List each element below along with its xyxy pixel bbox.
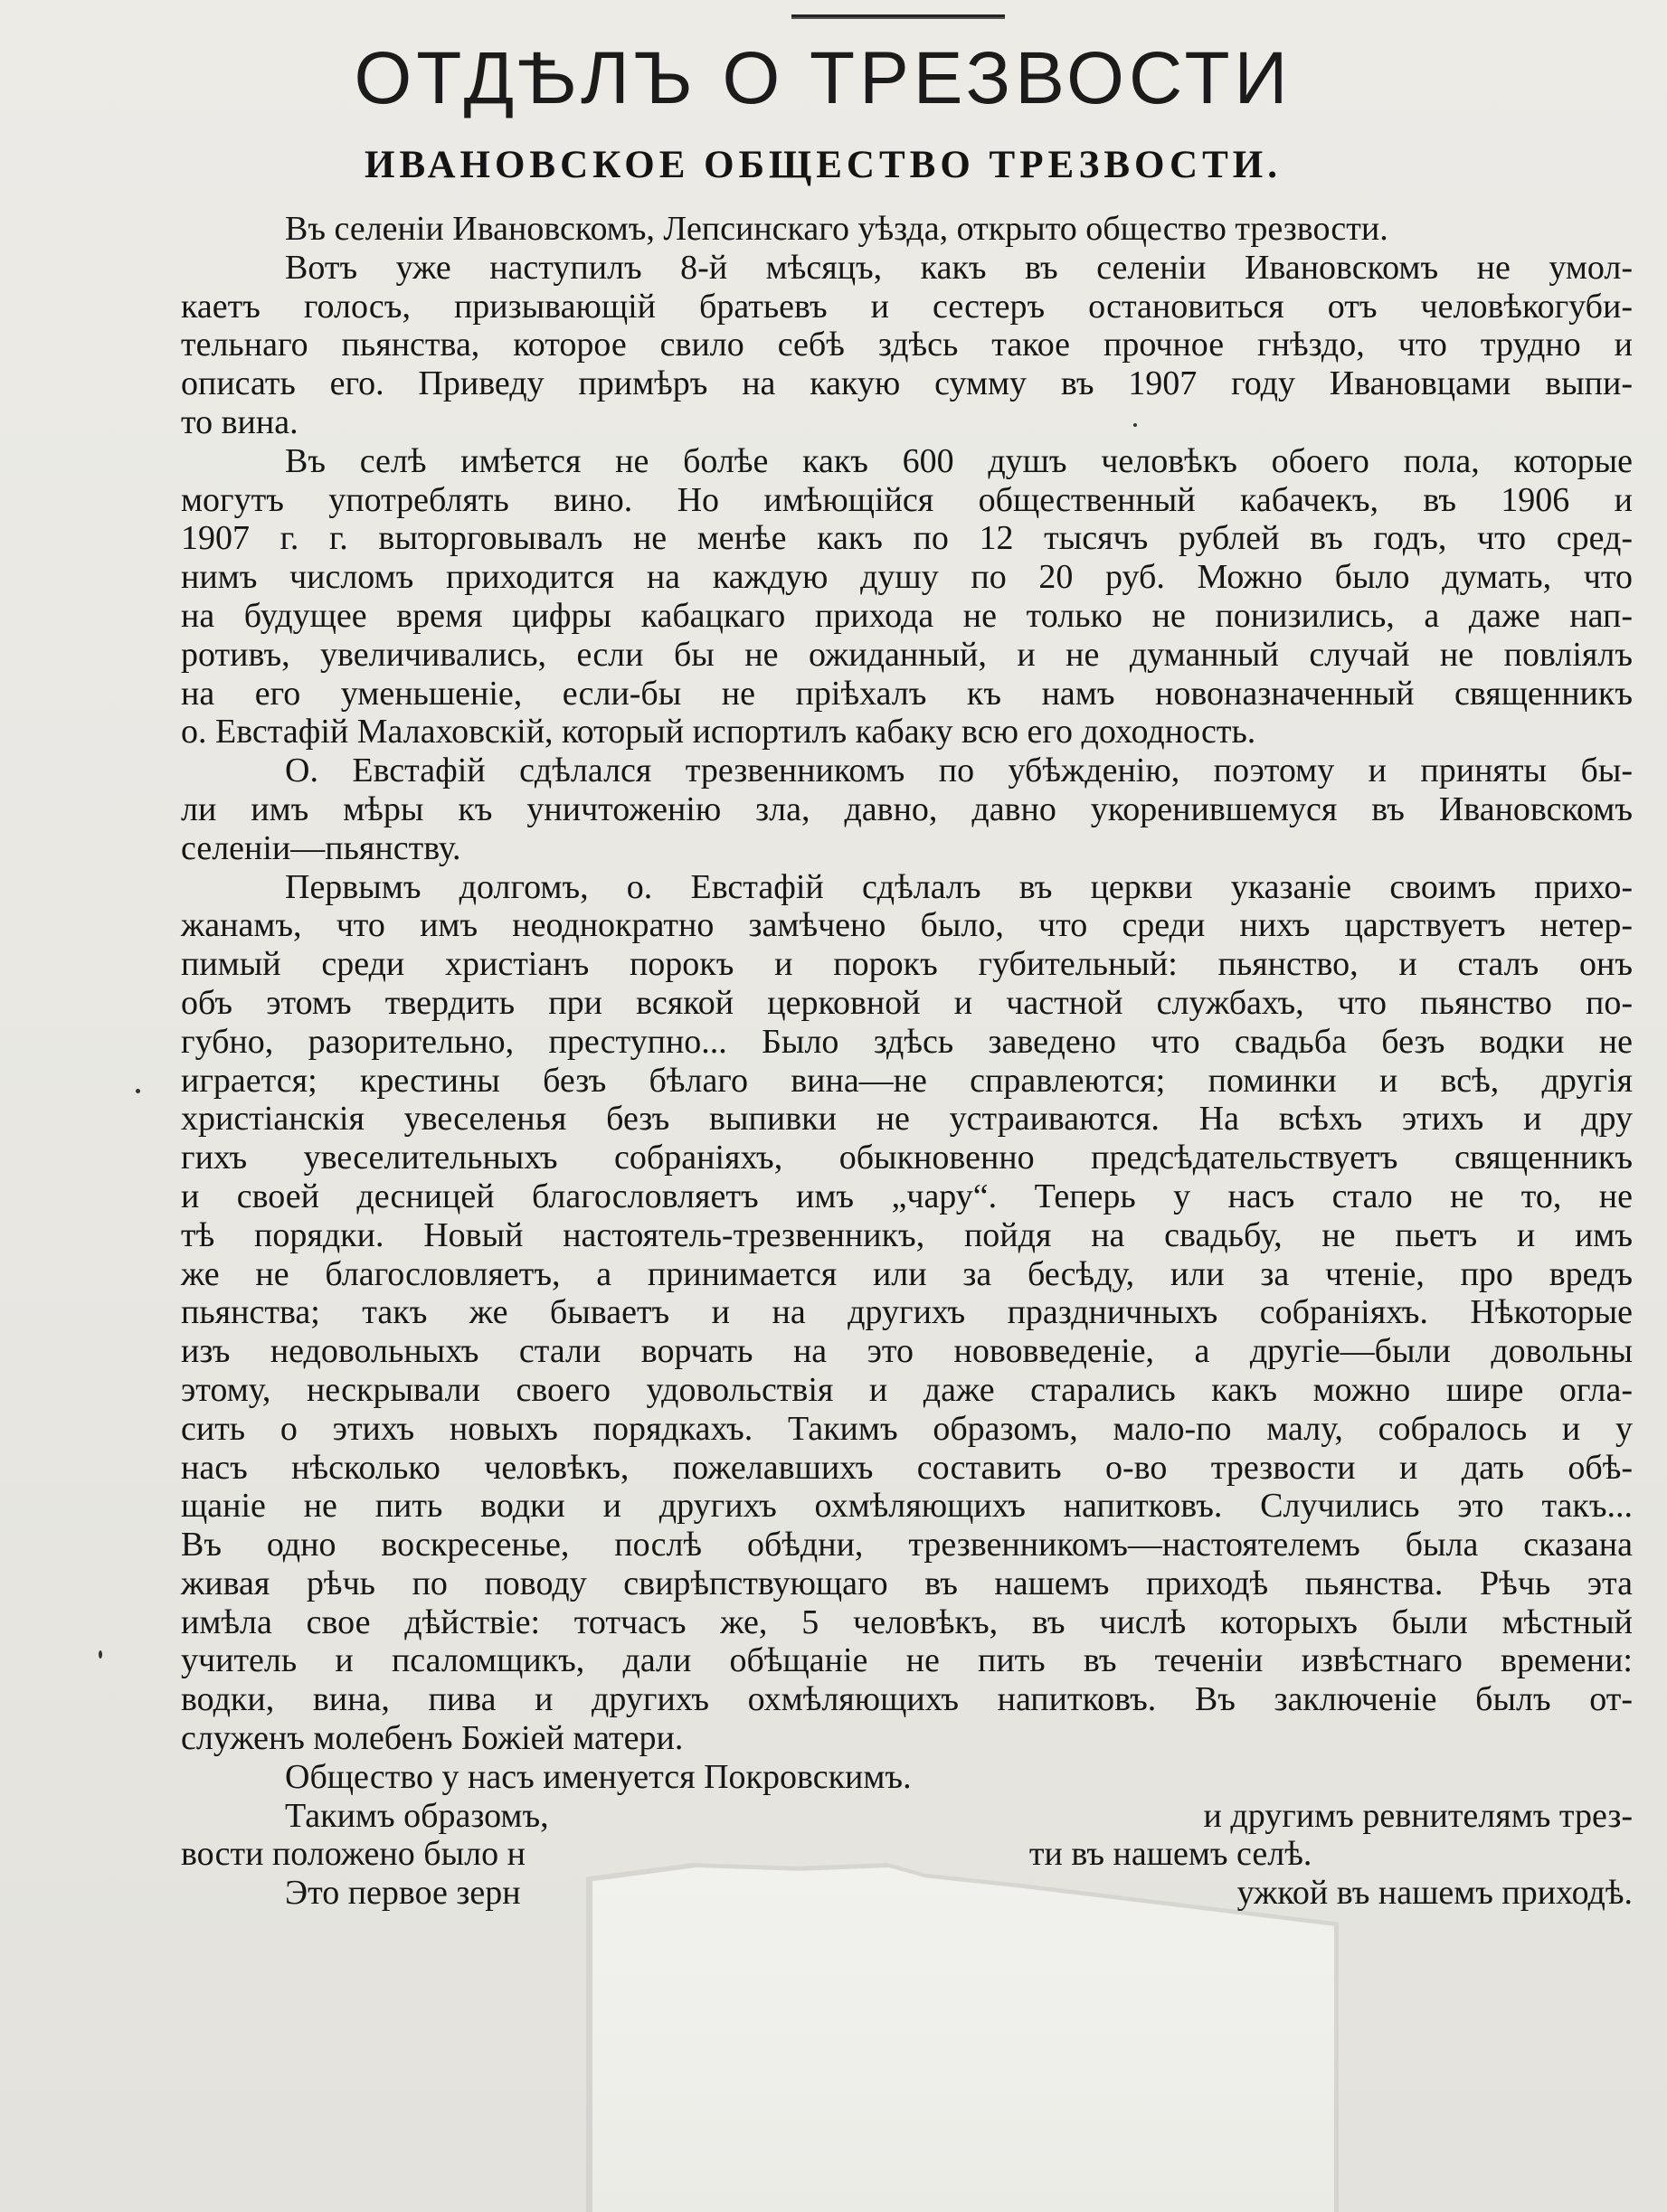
text-fragment: Такимъ образомъ, xyxy=(285,1796,549,1835)
text-fragment: Это первое зерн xyxy=(285,1874,521,1913)
text-line: изъ недовольныхъ стали ворчать на это нововведеніе, а другіе—были довольны xyxy=(181,1332,1633,1371)
text-line: ли имъ мѣры къ уничтоженію зла, давно, давно укоренившемуся въ Ивановскомъ xyxy=(181,789,1633,828)
text-line: Первымъ долгомъ, о. Евстафій сдѣлалъ въ церкви указаніе своимъ прихо- xyxy=(285,867,1633,906)
text-line: и своей десницей благословляетъ имъ „чару“. Теперь у насъ стало не то, не xyxy=(181,1177,1633,1215)
article-title: ИВАНОВСКОЕ ОБЩЕСТВО ТРЕЗВОСТИ. xyxy=(365,144,1282,186)
text-line xyxy=(181,1797,1633,1836)
text-line: Въ селѣ имѣется не болѣе какъ 600 душъ человѣкъ обоего пола, которые xyxy=(285,441,1633,480)
text-line: имѣла свое дѣйствіе: тотчасъ же, 5 человѣкъ, въ числѣ которыхъ были мѣстный xyxy=(181,1602,1633,1641)
text-fragment: ужкой въ нашемъ приходѣ. xyxy=(1236,1874,1633,1913)
text-line: пимый среди христіанъ порокъ и порокъ губительный: пьянство, и сталъ онъ xyxy=(181,945,1633,984)
text-line: христіанскія увеселенья безъ выпивки не устраиваются. На всѣхъ этихъ и дру xyxy=(181,1100,1633,1139)
text-line: на будущее время цифры кабацкаго прихода не только не понизились, а даже нап- xyxy=(181,596,1633,635)
text-line: сить о этихъ новыхъ порядкахъ. Такимъ образомъ, мало-по малу, собралось и у xyxy=(181,1409,1633,1448)
speck xyxy=(1133,423,1137,427)
text-line: тѣ порядки. Новый настоятель-трезвенникъ, пойдя на свадьбу, не пьетъ и имъ xyxy=(181,1215,1633,1254)
text-line: живая рѣчь по поводу свирѣпствующаго въ нашемъ приходѣ пьянства. Рѣчь эта xyxy=(181,1564,1633,1602)
text-line: гихъ увеселительныхъ собраніяхъ, обыкновенно предсѣдательствуетъ священникъ xyxy=(181,1139,1633,1177)
text-line: 1907 г. г. выторговывалъ не менѣе какъ по 12 тысячъ рублей въ годъ, что сред- xyxy=(181,519,1633,558)
top-rule xyxy=(791,14,1005,19)
text-line: водки, вина, пива и другихъ охмѣляющихъ напитковъ. Въ заключеніе былъ от- xyxy=(181,1680,1633,1719)
text-line: насъ нѣсколько человѣкъ, пожелавшихъ составить о-во трезвости и дать обѣ- xyxy=(181,1448,1633,1487)
text-line: учитель и псаломщикъ, дали обѣщаніе не пить въ теченіи извѣстнаго времени: xyxy=(181,1641,1633,1680)
text-line: служенъ молебенъ Божіей матери. xyxy=(181,1719,684,1758)
text-line: Въ селеніи Ивановскомъ, Лепсинскаго уѣзда, открыто общество трезвости. xyxy=(285,210,1388,248)
text-line xyxy=(181,1835,1633,1874)
text-line: О. Евстафій сдѣлался трезвенникомъ по убѣжденію, поэтому и приняты бы- xyxy=(285,752,1633,790)
text-line: тельнаго пьянства, которое свило себѣ здѣсь такое прочное гнѣздо, что трудно и xyxy=(181,326,1633,364)
text-line: же не благословляетъ, а принимается или за бесѣду, или за чтеніе, про вредъ xyxy=(181,1254,1633,1293)
section-title: ОТДѢЛЪ О ТРЕЗВОСТИ xyxy=(354,37,1293,119)
speck xyxy=(99,1650,102,1659)
text-line: Вотъ уже наступилъ 8-й мѣсяцъ, какъ въ селеніи Ивановскомъ не умол- xyxy=(285,248,1633,287)
text-line: пьянства; такъ же бываетъ и на другихъ праздничныхъ собраніяхъ. Нѣкоторые xyxy=(181,1293,1633,1332)
text-line: о. Евстафій Малаховскій, который испортилъ кабаку всю его доходность. xyxy=(181,713,1256,752)
text-line: Въ одно воскресенье, послѣ обѣдни, трезвенникомъ—настоятелемъ была сказана xyxy=(181,1526,1633,1564)
text-line: губно, разорительно, преступно... Было здѣсь заведено что свадьба безъ водки не xyxy=(181,1022,1633,1061)
text-fragment: и другимъ ревнителямъ трез- xyxy=(1203,1796,1633,1835)
text-line: играется; крестины безъ бѣлаго вина—не справлеются; поминки и всѣ, другія xyxy=(181,1061,1633,1100)
text-line: объ этомъ твердить при всякой церковной и частной службахъ, что пьянство по- xyxy=(181,983,1633,1022)
article-body xyxy=(181,210,1633,1913)
text-line: на его уменьшеніе, если-бы не пріѣхалъ къ намъ новоназначенный священникъ xyxy=(181,674,1633,713)
paper-patch xyxy=(592,1867,1334,2212)
text-line: описать его. Приведу примѣръ на какую сумму въ 1907 году Ивановцами выпи- xyxy=(181,364,1633,403)
text-line: селеніи—пьянству. xyxy=(181,828,461,867)
text-line: этому, нескрывали своего удовольствія и даже старались какъ можно шире огла- xyxy=(181,1370,1633,1409)
text-line: Общество у насъ именуется Покровскимъ. xyxy=(285,1757,912,1796)
text-line: могутъ употреблять вино. Но имѣющійся общественный кабачекъ, въ 1906 и xyxy=(181,480,1633,519)
text-line: щаніе не пить водки и другихъ охмѣляющихъ напитковъ. Случились это такъ... xyxy=(181,1487,1633,1526)
speck xyxy=(136,1089,140,1093)
text-fragment: вости положено было н xyxy=(181,1835,526,1874)
text-line: то вина. xyxy=(181,402,298,441)
text-fragment: ти въ нашемъ селѣ. xyxy=(1028,1835,1312,1874)
text-line: жанамъ, что имъ неоднократно замѣчено было, что среди нихъ царствуетъ нетер- xyxy=(181,906,1633,945)
text-line: ротивъ, увеличивались, если бы не ожиданный, и не думанный случай не повліялъ xyxy=(181,635,1633,674)
text-line: каетъ голосъ, призывающій братьевъ и сестеръ остановиться отъ человѣкогуби- xyxy=(181,287,1633,326)
text-line: нимъ числомъ приходится на каждую душу по 20 руб. Можно было думать, что xyxy=(181,558,1633,597)
